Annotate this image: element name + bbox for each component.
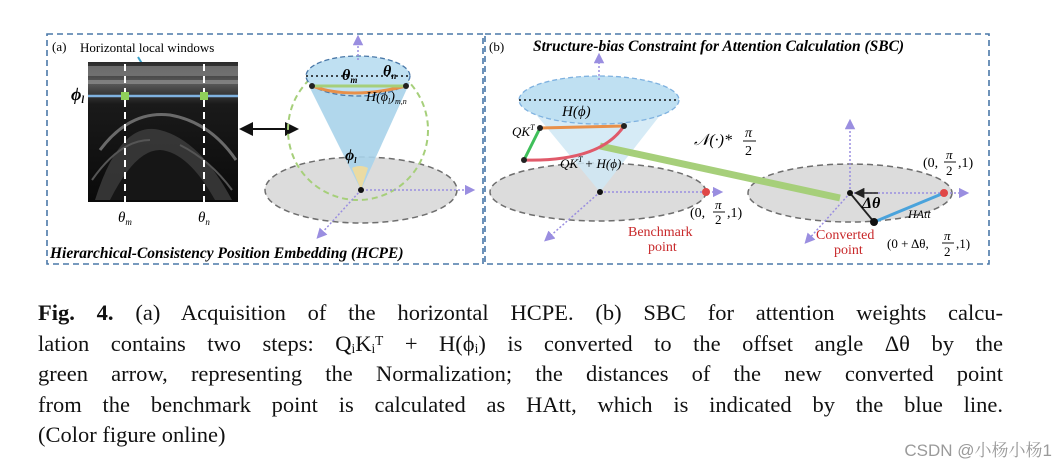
bench-coord-pi: π bbox=[715, 197, 722, 212]
theta-m-label: $\theta_m$ bbox=[118, 210, 132, 227]
h-phi-label: H(ϕ) bbox=[562, 104, 591, 120]
point-m bbox=[309, 83, 315, 89]
phi-cone-label: ϕl bbox=[345, 147, 357, 165]
phi-label: ϕl bbox=[71, 84, 85, 106]
qk-point-1 bbox=[537, 125, 543, 131]
origin-b-right bbox=[847, 190, 853, 196]
conv-coord-pi: π bbox=[944, 228, 951, 243]
benchmark-label-1: Benchmark bbox=[628, 225, 693, 240]
fig-label: Fig. 4. bbox=[38, 300, 114, 325]
point-n bbox=[403, 83, 409, 89]
bench-coord-open: (0, bbox=[690, 206, 706, 221]
figure-caption bbox=[38, 298, 1003, 451]
norm-two: 2 bbox=[745, 144, 752, 159]
caption-line-1 bbox=[38, 298, 1003, 329]
conv-coord-open: (0 + Δθ, bbox=[887, 236, 929, 251]
theta-n-label: $\theta_n$ bbox=[198, 210, 210, 227]
green-marker-m bbox=[121, 92, 129, 100]
qk-label: $QK^T$ bbox=[512, 123, 535, 139]
green-marker-n bbox=[200, 92, 208, 100]
sbc-title: Structure-bias Constraint for Attention Calculation (SBC) bbox=[533, 38, 905, 55]
origin-b-left bbox=[597, 189, 603, 195]
caption-line-2: lation contains two steps: QᵢKᵢᵀ + H(ϕᵢ) is converted to the offset angle Δθ by the bbox=[38, 330, 1003, 356]
panel-a-label: (a) bbox=[52, 39, 67, 54]
norm-pi: π bbox=[745, 126, 753, 141]
delta-theta-label: Δθ bbox=[862, 195, 881, 212]
converted-point bbox=[870, 218, 878, 226]
origin-a bbox=[358, 187, 364, 193]
top-reference-point bbox=[940, 189, 948, 197]
norm-label: 𝒩(·)* bbox=[694, 132, 732, 149]
bench-coord-two: 2 bbox=[715, 212, 722, 227]
hatt-label: HAtt bbox=[908, 207, 931, 221]
panel-b-label: (b) bbox=[489, 39, 505, 54]
h-label-a: $H(\phi_l)_{m,n}$ bbox=[366, 90, 407, 106]
window-label: Horizontal local windows bbox=[80, 40, 215, 55]
benchmark-label-2: point bbox=[648, 240, 677, 255]
bench-coord-close: ,1) bbox=[727, 206, 743, 221]
h-phi-orange-line bbox=[540, 126, 624, 128]
panel-b-border bbox=[485, 34, 989, 264]
top-coord-open: (0, bbox=[923, 156, 939, 171]
qk-point-3 bbox=[621, 123, 627, 129]
converted-label-1: Converted bbox=[816, 228, 875, 243]
conv-coord-two: 2 bbox=[944, 244, 951, 259]
caption-line-1-text: (a) Acquisition of the horizontal HCPE. (b) SBC for attention weights calcu- bbox=[135, 300, 1004, 325]
qk-point-2 bbox=[521, 157, 527, 163]
theta-n-top-label: θn bbox=[383, 63, 397, 81]
converted-label-2: point bbox=[834, 243, 863, 258]
caption-line-5: (Color figure online) bbox=[38, 422, 226, 447]
top-coord-pi: π bbox=[946, 147, 953, 162]
conv-coord-close: ,1) bbox=[956, 236, 971, 251]
top-coord-two: 2 bbox=[946, 163, 953, 178]
caption-line-4: from the benchmark point is calculated as HAtt, which is indicated by the blue line. bbox=[38, 391, 1003, 417]
top-coord-close: ,1) bbox=[958, 156, 974, 171]
theta-m-top-label: θm bbox=[342, 67, 358, 85]
ultrasound-image bbox=[88, 62, 238, 202]
caption-line-3: green arrow, representing the Normalization; the distances of the new converted point bbox=[38, 361, 1003, 386]
watermark: CSDN @小杨小杨1 bbox=[904, 441, 1052, 460]
hcpe-title: Hierarchical-Consistency Position Embedding (HCPE) bbox=[50, 245, 404, 262]
qk-plus-label: $QK^T + H(\phi)$ bbox=[560, 155, 622, 171]
benchmark-point bbox=[702, 188, 710, 196]
